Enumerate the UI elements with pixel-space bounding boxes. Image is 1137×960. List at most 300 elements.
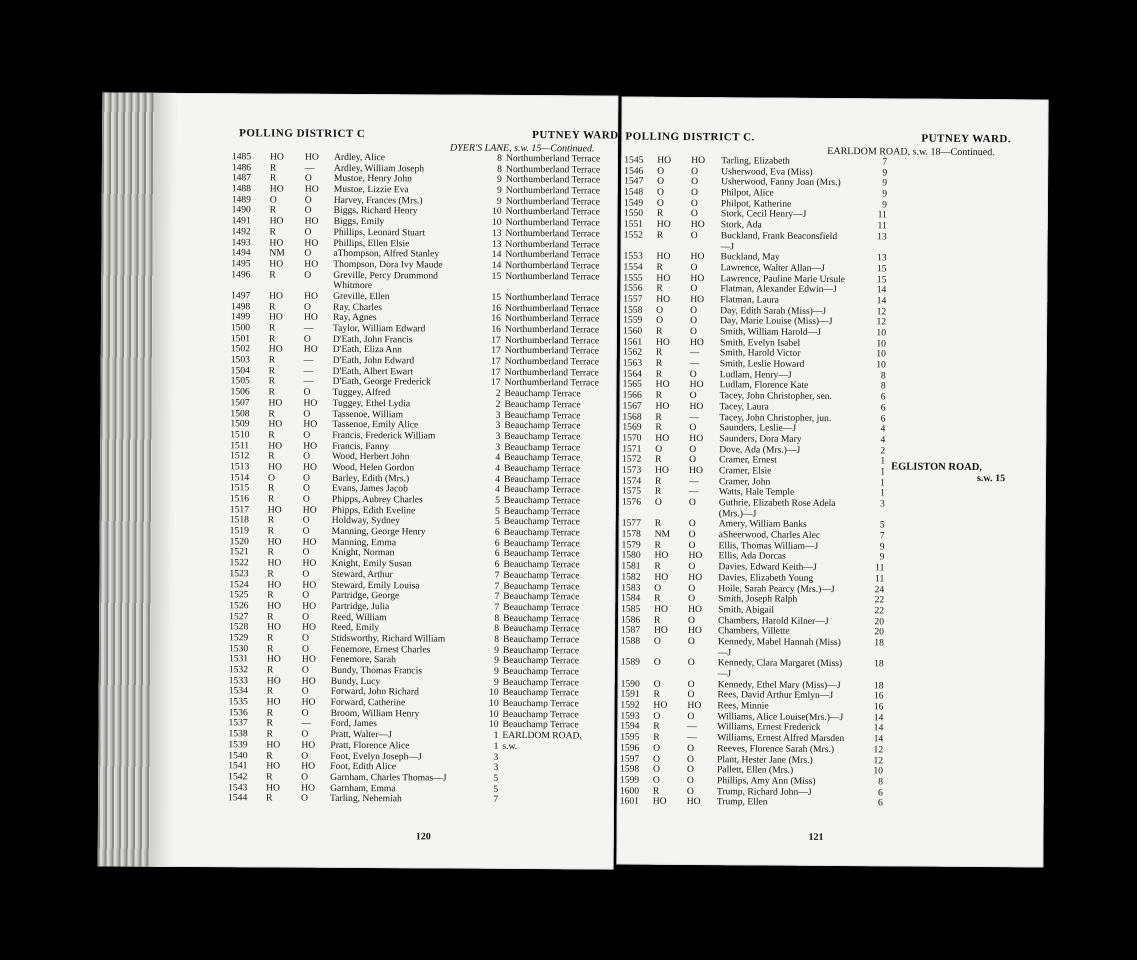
house-number: 6: [877, 786, 883, 798]
house-number: 16: [873, 701, 884, 713]
street-address: Northumberland Terrace: [504, 313, 600, 325]
elector-name: Partridge, George: [331, 590, 400, 602]
elector-number: 1593: [620, 710, 640, 722]
qualification-residence: HO: [653, 625, 668, 637]
egliston-road-sw: s.w. 15: [976, 473, 1006, 485]
house-number: 9: [882, 188, 888, 200]
elector-number: 1539: [228, 739, 248, 751]
elector-number: 1556: [623, 282, 643, 294]
street-address: Beauchamp Terrace: [503, 612, 580, 624]
qualification-residence: O: [653, 657, 661, 669]
elector-name: Trump, Ellen: [716, 796, 768, 808]
qualification-other: —: [303, 365, 314, 377]
elector-name: Smith, Harold Victor: [719, 347, 801, 360]
elector-name: Stork, Ada: [720, 219, 762, 231]
house-number: 10: [489, 687, 499, 699]
left-table-row: [98, 793, 614, 807]
qualification-other: O: [688, 496, 696, 509]
qualification-residence: R: [266, 792, 273, 804]
elector-number: 1582: [621, 571, 641, 583]
street-address: Beauchamp Terrace: [504, 441, 581, 453]
elector-number: 1548: [623, 186, 644, 198]
house-number: 3: [495, 430, 501, 442]
elector-number: 1494: [231, 247, 251, 259]
qualification-other: O: [302, 632, 310, 644]
house-number: 10: [488, 708, 499, 720]
elector-name: Broom, William Henry: [330, 707, 420, 720]
elector-name: Reeves, Florence Sarah (Mrs.): [717, 743, 835, 755]
elector-name: Garnham, Charles Thomas—J: [330, 771, 447, 784]
street-address: Beauchamp Terrace: [502, 708, 579, 721]
qualification-residence: R: [655, 421, 662, 433]
qualification-other: —: [689, 358, 700, 370]
elector-name: Foot, Evelyn Joseph—J: [330, 750, 422, 762]
house-number: 1: [493, 740, 499, 752]
qualification-other: HO: [689, 400, 704, 412]
street-address: Northumberland Terrace: [505, 259, 600, 272]
elector-name: Tarling, Nehemiah: [330, 793, 402, 805]
house-number: 10: [876, 327, 887, 339]
elector-name: Bundy, Lucy: [330, 675, 381, 687]
elector-number: 1529: [229, 632, 249, 644]
qualification-other: O: [690, 261, 698, 273]
left-register-table: [98, 151, 618, 806]
elector-name: Stork, Cecil Henry—J: [720, 208, 807, 221]
qualification-other: O: [688, 561, 696, 573]
qualification-other: O: [689, 422, 697, 434]
qualification-other: —: [303, 376, 314, 388]
elector-name: D'Eath, John Francis: [332, 333, 413, 346]
house-number: 13: [877, 231, 887, 243]
house-number: 4: [880, 434, 886, 446]
elector-name: Ford, James: [330, 718, 377, 730]
house-number: 5: [493, 772, 499, 784]
elector-number: 1516: [229, 493, 250, 505]
elector-name: Reed, Emily: [331, 622, 380, 634]
street-address: Beauchamp Terrace: [502, 676, 579, 689]
qualification-residence: R: [655, 357, 663, 369]
qualification-other: O: [690, 326, 698, 338]
elector-name: Ray, Charles: [333, 301, 383, 313]
elector-number: 1532: [228, 664, 249, 676]
qualification-other: —: [687, 732, 697, 744]
street-address: Beauchamp Terrace: [503, 494, 581, 507]
house-number: 6: [494, 526, 500, 538]
elector-number: 1565: [622, 378, 642, 391]
street-address: Northumberland Terrace: [504, 323, 600, 336]
elector-name: Rees, Minnie: [717, 700, 769, 712]
elector-number: 1569: [622, 421, 642, 433]
elector-name: Fenemore, Ernest Charles: [330, 643, 431, 656]
qualification-residence: R: [654, 592, 661, 604]
qualification-other: O: [690, 283, 698, 295]
elector-name: Usherwood, Eva (Miss): [721, 165, 813, 178]
qualification-other: O: [304, 226, 312, 238]
house-number: 20: [874, 615, 885, 627]
house-number: 9: [496, 184, 502, 196]
street-address: Beauchamp Terrace: [503, 569, 580, 582]
house-number: 14: [873, 712, 884, 724]
elector-name: Steward, Emily Louisa: [331, 579, 420, 591]
qualification-other: HO: [690, 272, 705, 284]
street-address: Northumberland Terrace: [505, 174, 601, 186]
qualification-residence: R: [654, 560, 661, 572]
elector-number: 1551: [623, 218, 644, 230]
qualification-residence: R: [653, 689, 660, 701]
qualification-other: O: [691, 165, 699, 177]
qualification-residence: R: [656, 208, 664, 220]
qualification-residence: R: [267, 482, 275, 494]
elector-name: Plant, Hester Jane (Mrs.): [717, 753, 813, 766]
qualification-residence: HO: [655, 432, 670, 444]
house-number: 22: [874, 594, 885, 606]
qualification-residence: R: [653, 731, 660, 743]
qualification-residence: HO: [269, 258, 284, 270]
qualification-other: O: [301, 664, 309, 676]
house-number: 9: [497, 174, 502, 186]
house-number: 5: [494, 516, 500, 528]
house-number: 6: [494, 558, 500, 570]
elector-number: 1538: [228, 728, 248, 740]
elector-name: Harvey, Frances (Mrs.): [333, 194, 423, 207]
elector-number: 1534: [228, 685, 248, 697]
qualification-other: HO: [688, 571, 703, 583]
elector-number: 1501: [230, 332, 251, 345]
elector-name: Knight, Norman: [331, 547, 395, 559]
qualification-residence: HO: [266, 653, 281, 665]
elector-number: 1594: [620, 720, 640, 733]
qualification-residence: O: [656, 315, 664, 327]
elector-name: Saunders, Leslie—J: [719, 422, 797, 434]
qualification-other: HO: [689, 379, 704, 391]
elector-number: 1587: [620, 624, 641, 636]
qualification-other: O: [688, 539, 696, 551]
qualification-other: HO: [302, 579, 317, 591]
elector-name: —J: [720, 240, 735, 252]
house-number: 9: [882, 167, 888, 179]
qualification-residence: HO: [657, 154, 672, 166]
elector-name: Pallett, Ellen (Mrs.): [716, 764, 794, 776]
elector-number: 1597: [620, 753, 640, 765]
street-address: EARLDOM ROAD,: [502, 730, 582, 742]
qualification-other: O: [301, 750, 309, 762]
qualification-other: HO: [301, 675, 316, 687]
qualification-other: HO: [689, 464, 703, 477]
house-number: 22: [874, 605, 885, 617]
elector-number: 1509: [230, 418, 250, 430]
elector-number: 1510: [230, 429, 250, 441]
qualification-residence: O: [269, 194, 277, 206]
elector-number: 1543: [228, 781, 248, 793]
elector-number: 1599: [619, 774, 640, 786]
house-number: 8: [880, 370, 886, 382]
elector-number: 1519: [229, 525, 249, 537]
elector-name: Cramer, John: [718, 475, 771, 488]
elector-name: Pratt, Walter—J: [330, 728, 392, 741]
qualification-residence: R: [269, 172, 277, 184]
qualification-other: O: [689, 390, 697, 402]
qualification-other: HO: [302, 557, 317, 569]
house-number: 10: [876, 348, 886, 360]
elector-name: Buckland, Frank Beaconsfield: [720, 230, 838, 242]
elector-name: Francis, Frederick William: [332, 429, 436, 442]
house-number: 11: [875, 573, 885, 585]
house-number: 11: [877, 220, 887, 232]
elector-name: Day, Marie Louise (Miss)—J: [720, 315, 833, 328]
qualification-residence: HO: [268, 397, 283, 409]
elector-number: 1571: [622, 443, 642, 455]
house-number: 5: [493, 783, 499, 795]
qualification-residence: R: [266, 707, 274, 719]
elector-name: Steward, Arthur: [331, 568, 393, 581]
house-number: 18: [874, 658, 884, 670]
qualification-residence: HO: [266, 760, 281, 772]
house-number: 17: [491, 355, 501, 367]
house-number: 8: [494, 623, 500, 635]
house-number: 8: [880, 380, 886, 392]
elector-name: Williams, Alice Louise(Mrs.)—J: [717, 710, 844, 723]
qualification-other: O: [687, 753, 695, 765]
qualification-other: HO: [687, 625, 702, 637]
street-address: Beauchamp Terrace: [503, 548, 580, 560]
house-number: 5: [495, 494, 500, 506]
elector-number: 1526: [229, 600, 249, 612]
qualification-residence: HO: [653, 699, 668, 711]
elector-name: Saunders, Dora Mary: [719, 433, 802, 445]
elector-name: Tuggey, Ethel Lydia: [332, 397, 411, 410]
qualification-residence: R: [268, 429, 275, 441]
house-number: 13: [491, 227, 502, 239]
house-number: 2: [880, 444, 886, 456]
house-number: 18: [874, 637, 884, 649]
qualification-other: HO: [301, 782, 316, 794]
qualification-other: O: [303, 333, 311, 345]
qualification-residence: R: [266, 771, 273, 783]
house-number: 14: [491, 259, 502, 271]
elector-number: 1493: [231, 236, 251, 248]
elector-name: Phillips, Ellen Elsie: [333, 237, 410, 249]
elector-number: 1580: [621, 549, 641, 562]
elector-number: 1583: [621, 582, 641, 594]
qualification-other: O: [304, 194, 312, 206]
qualification-other: O: [304, 269, 312, 281]
house-number: 15: [491, 291, 502, 303]
qualification-residence: HO: [268, 311, 283, 323]
house-number: 5: [494, 505, 500, 517]
qualification-residence: R: [654, 539, 662, 551]
qualification-other: O: [689, 368, 697, 380]
street-address: Northumberland Terrace: [505, 249, 600, 261]
qualification-residence: O: [656, 304, 664, 316]
elector-name: Fenemore, Sarah: [330, 654, 396, 666]
qualification-residence: HO: [269, 215, 284, 227]
qualification-residence: HO: [267, 536, 282, 548]
qualification-residence: O: [652, 774, 660, 786]
elector-number: 1527: [229, 610, 249, 622]
elector-name: aThompson, Alfred Stanley: [333, 248, 440, 260]
qualification-other: HO: [687, 700, 702, 712]
elector-name: Forward, John Richard: [330, 686, 419, 698]
elector-name: Thompson, Dora Ivy Maude: [333, 258, 443, 271]
elector-name: Kennedy, Ethel Mary (Miss)—J: [717, 678, 841, 691]
elector-name: D'Eath, George Frederick: [332, 376, 431, 388]
house-number: 6: [877, 797, 883, 809]
qualification-other: O: [686, 764, 694, 776]
elector-number: 1486: [231, 161, 252, 174]
elector-number: 1504: [230, 364, 250, 377]
elector-name: Tarling, Elizabeth: [721, 155, 790, 167]
right-page: [616, 97, 1048, 868]
house-number: 4: [880, 423, 886, 435]
street-address: Beauchamp Terrace: [503, 633, 580, 646]
street-address: Beauchamp Terrace: [503, 516, 580, 528]
qualification-residence: R: [269, 226, 276, 238]
qualification-residence: HO: [269, 151, 284, 163]
elector-name: Manning, George Henry: [331, 525, 426, 538]
qualification-other: O: [304, 173, 312, 185]
house-number: 10: [873, 765, 884, 777]
street-address: Beauchamp Terrace: [503, 484, 581, 496]
qualification-other: —: [304, 162, 315, 174]
qualification-residence: R: [266, 643, 274, 655]
elector-name: Ellis, Ada Dorcas: [718, 550, 786, 563]
house-number: 9: [882, 177, 888, 189]
qualification-residence: R: [268, 407, 275, 419]
house-number: 4: [495, 484, 500, 496]
left-district-heading: POLLING DISTRICT C: [239, 127, 366, 141]
qualification-other: O: [687, 614, 696, 626]
elector-number: 1562: [622, 346, 643, 359]
elector-number: 1520: [229, 535, 249, 548]
qualification-residence: HO: [652, 796, 667, 808]
house-number: 13: [876, 252, 887, 264]
house-number: 24: [874, 583, 885, 595]
qualification-residence: HO: [266, 696, 281, 708]
house-number: 9: [882, 199, 887, 211]
elector-number: 1549: [623, 197, 644, 209]
house-number: 12: [873, 744, 884, 756]
street-address: Northumberland Terrace: [504, 366, 599, 379]
elector-number: 1579: [621, 539, 641, 551]
house-number: 10: [489, 697, 499, 709]
street-address: Beauchamp Terrace: [503, 505, 580, 518]
qualification-residence: NM: [654, 528, 671, 540]
qualification-other: —: [303, 322, 314, 334]
house-number: 15: [876, 263, 887, 275]
elector-number: 1518: [229, 514, 249, 526]
elector-number: 1497: [231, 290, 251, 302]
house-number: 16: [491, 323, 501, 335]
elector-name: Taylor, William Edward: [332, 322, 426, 335]
qualification-other: HO: [301, 696, 316, 708]
qualification-other: O: [691, 176, 699, 188]
qualification-other: O: [687, 689, 695, 701]
qualification-other: HO: [304, 215, 319, 227]
elector-number: 1495: [231, 258, 251, 270]
street-address: Beauchamp Terrace: [504, 452, 581, 464]
elector-number: 1546: [624, 165, 644, 177]
house-number: 16: [873, 690, 884, 702]
qualification-other: O: [689, 443, 697, 455]
qualification-other: O: [688, 529, 696, 541]
elector-number: 1588: [620, 635, 641, 647]
elector-name: Foot, Edith Alice: [330, 761, 397, 773]
qualification-other: O: [302, 547, 310, 559]
street-address: Northumberland Terrace: [505, 152, 601, 165]
qualification-other: O: [690, 229, 698, 241]
elector-name: —J: [717, 668, 732, 680]
house-number: 16: [491, 313, 502, 325]
elector-number: 1568: [622, 411, 642, 423]
qualification-residence: O: [653, 742, 661, 754]
elector-number: 1492: [231, 226, 251, 238]
street-address: Beauchamp Terrace: [503, 601, 580, 614]
qualification-other: HO: [303, 311, 318, 324]
qualification-other: HO: [302, 536, 317, 548]
qualification-residence: HO: [266, 782, 281, 794]
elector-number: 1505: [230, 375, 250, 387]
qualification-residence: R: [267, 514, 275, 526]
elector-number: 1574: [621, 475, 642, 487]
elector-name: Lawrence, Pauline Marie Ursule: [720, 272, 846, 285]
right-street-heading: EARLDOM ROAD, s.w. 18—Continued.: [827, 145, 995, 159]
house-number: 3: [880, 498, 885, 510]
house-number: 10: [491, 216, 502, 228]
elector-number: 1522: [229, 557, 249, 569]
house-number: 12: [876, 305, 887, 317]
elector-number: 1564: [622, 368, 642, 380]
qualification-residence: R: [656, 261, 663, 273]
house-number: 9: [496, 195, 502, 207]
qualification-other: O: [302, 482, 310, 495]
elector-name: Trump, Richard John—J: [716, 785, 812, 798]
qualification-other: O: [304, 205, 312, 217]
qualification-residence: HO: [655, 336, 670, 348]
street-address: s.w.: [502, 740, 518, 752]
street-address: Northumberland Terrace: [504, 377, 599, 389]
elector-number: 1547: [624, 175, 644, 188]
elector-number: 1508: [230, 407, 250, 419]
elector-number: 1544: [228, 792, 248, 804]
house-number: 12: [873, 754, 884, 766]
elector-number: 1524: [229, 578, 249, 590]
house-number: 7: [882, 156, 888, 168]
house-number: 17: [491, 345, 501, 357]
elector-name: Amery, William Banks: [718, 518, 807, 531]
qualification-other: O: [690, 304, 698, 316]
qualification-residence: R: [266, 685, 274, 697]
elector-number: 1558: [623, 304, 643, 316]
elector-name: Greville, Ellen: [333, 290, 390, 303]
elector-name: Ray, Agnes: [332, 312, 377, 324]
elector-name: Buckland, May: [720, 251, 780, 263]
qualification-residence: R: [266, 717, 273, 729]
house-number: 9: [879, 541, 885, 553]
street-address: Beauchamp Terrace: [502, 665, 579, 678]
qualification-residence: HO: [656, 218, 671, 230]
elector-name: Ardley, William Joseph: [333, 162, 425, 175]
elector-name: Ludlam, Florence Kate: [719, 379, 809, 392]
elector-name: Day, Edith Sarah (Miss)—J: [720, 304, 827, 317]
house-number: 17: [491, 366, 501, 378]
qualification-other: O: [301, 707, 309, 719]
elector-name: Biggs, Emily: [333, 215, 385, 228]
house-number: 8: [497, 163, 502, 175]
qualification-other: O: [303, 450, 311, 462]
elector-number: 1540: [228, 749, 248, 761]
house-number: 10: [492, 206, 502, 218]
qualification-residence: HO: [654, 550, 669, 562]
